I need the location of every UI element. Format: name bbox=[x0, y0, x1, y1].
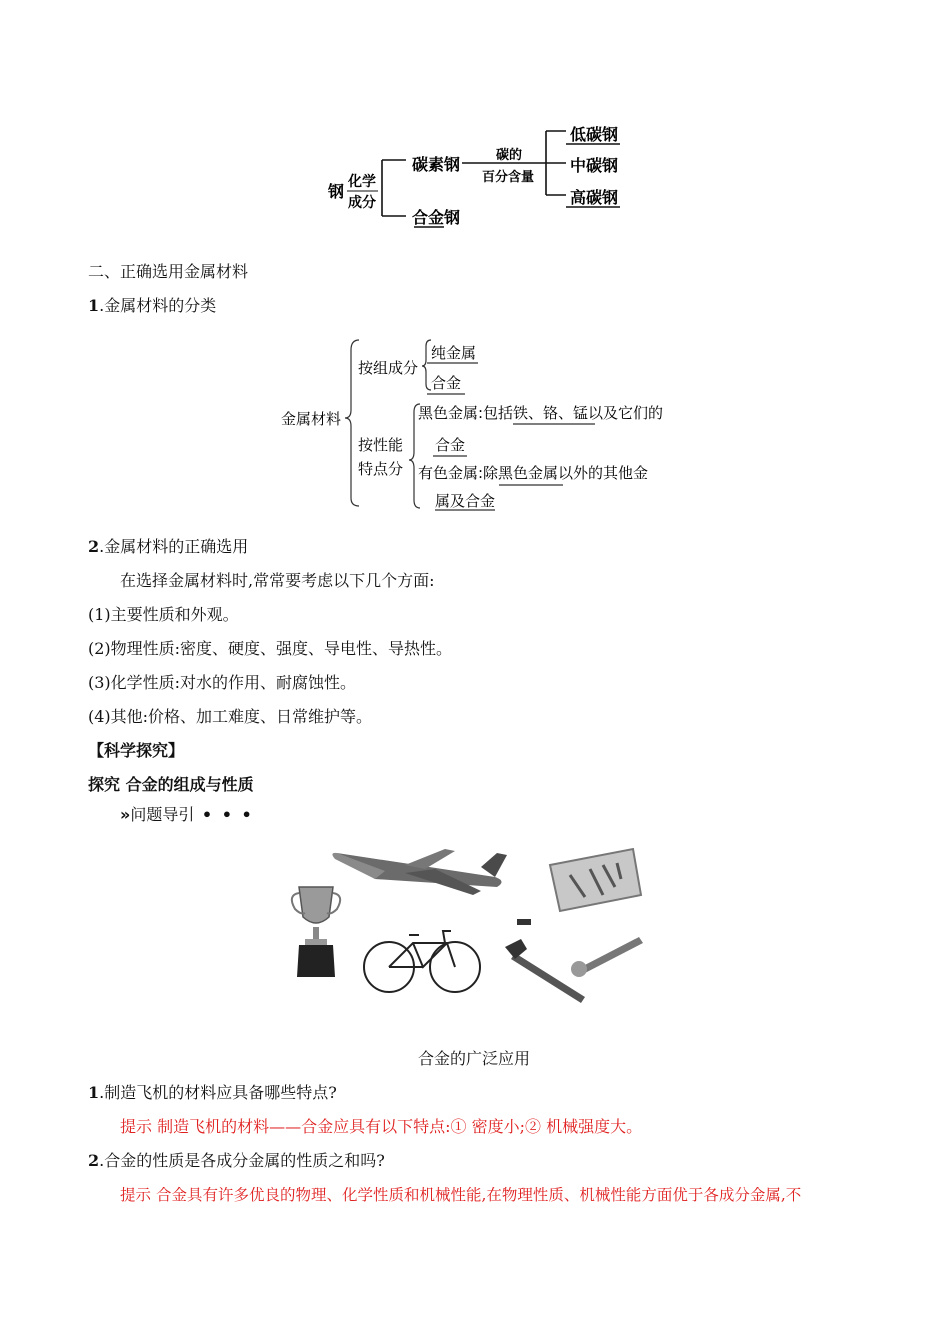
bicycle-icon bbox=[364, 931, 480, 992]
item1-heading bbox=[88, 296, 216, 316]
double-chevron-icon: » bbox=[120, 805, 131, 824]
wrench-icon bbox=[505, 919, 643, 1003]
by-composition: 按组成分 bbox=[358, 359, 419, 377]
nonferrous-line2: 属及合金 bbox=[435, 492, 496, 510]
surgical-tray-icon bbox=[550, 849, 641, 911]
alloy-applications-figure bbox=[285, 835, 655, 1015]
q1-number: 1 bbox=[88, 1083, 100, 1102]
carbon-label-1: 碳的 bbox=[496, 148, 523, 163]
mid-carbon-steel: 中碳钢 bbox=[570, 156, 619, 175]
guide-row bbox=[120, 805, 254, 825]
ferrous-line1: 黑色金属:包括铁、铬、锰以及它们的 bbox=[418, 404, 664, 422]
metal-root: 金属材料 bbox=[281, 410, 342, 428]
high-carbon-steel: 高碳钢 bbox=[570, 188, 619, 207]
airplane-icon bbox=[332, 849, 507, 895]
q2-text: .合金的性质是各成分金属的性质之和吗? bbox=[99, 1151, 385, 1170]
q1-text: .制造飞机的材料应具备哪些特点? bbox=[99, 1083, 337, 1102]
by-property-1: 按性能 bbox=[358, 436, 404, 454]
a2-label: 提示 bbox=[120, 1186, 152, 1204]
item1-text: .金属材料的分类 bbox=[99, 296, 217, 315]
point-4: (4)其他:价格、加工难度、日常维护等。 bbox=[88, 707, 373, 726]
a2-text: 合金具有许多优良的物理、化学性质和机械性能,在物理性质、机械性能方面优于各成分金属,不 bbox=[155, 1186, 802, 1204]
alloy: 合金 bbox=[431, 374, 462, 392]
chem-label-2: 成分 bbox=[348, 195, 376, 211]
section2-heading: 二、正确选用金属材料 bbox=[88, 262, 249, 281]
answer-2 bbox=[120, 1185, 801, 1205]
a1-text: 制造飞机的材料——合金应具有以下特点:① 密度小;② 机械强度大。 bbox=[157, 1117, 643, 1136]
intro-paragraph: 在选择金属材料时,常常要考虑以下几个方面: bbox=[120, 571, 435, 590]
ferrous-line2: 合金 bbox=[435, 436, 466, 454]
carbon-steel: 碳素钢 bbox=[412, 155, 461, 174]
figure-caption: 合金的广泛应用 bbox=[418, 1049, 531, 1068]
point-3: (3)化学性质:对水的作用、耐腐蚀性。 bbox=[88, 673, 357, 692]
explore-title: 探究 合金的组成与性质 bbox=[88, 775, 254, 794]
alloy-steel: 合金钢 bbox=[412, 208, 461, 227]
pure-metal: 纯金属 bbox=[431, 344, 477, 362]
science-label: 【科学探究】 bbox=[88, 741, 185, 760]
item1-number: 1 bbox=[88, 296, 100, 315]
nonferrous-line1: 有色金属:除黑色金属以外的其他金 bbox=[418, 464, 649, 482]
chem-label-1: 化学 bbox=[348, 174, 376, 190]
question-1 bbox=[88, 1083, 337, 1103]
point-2: (2)物理性质:密度、硬度、强度、导电性、导热性。 bbox=[88, 639, 453, 658]
item2-number: 2 bbox=[88, 537, 100, 556]
steel-classification-diagram bbox=[310, 115, 650, 240]
guide-label: 问题导引 bbox=[130, 805, 195, 824]
item2-text: .金属材料的正确选用 bbox=[99, 537, 249, 556]
item2-heading bbox=[88, 537, 248, 557]
metal-classification-diagram bbox=[275, 332, 695, 517]
point-1: (1)主要性质和外观。 bbox=[88, 605, 239, 624]
trophy-icon bbox=[292, 887, 340, 977]
q2-number: 2 bbox=[88, 1151, 100, 1170]
steel-root: 钢 bbox=[328, 182, 345, 201]
dots-icon: • • • bbox=[194, 805, 254, 824]
by-property-2: 特点分 bbox=[358, 460, 404, 478]
a1-label: 提示 bbox=[120, 1117, 153, 1136]
answer-1 bbox=[120, 1117, 642, 1137]
question-2 bbox=[88, 1151, 385, 1171]
low-carbon-steel: 低碳钢 bbox=[570, 125, 619, 144]
carbon-label-2: 百分含量 bbox=[482, 170, 535, 185]
